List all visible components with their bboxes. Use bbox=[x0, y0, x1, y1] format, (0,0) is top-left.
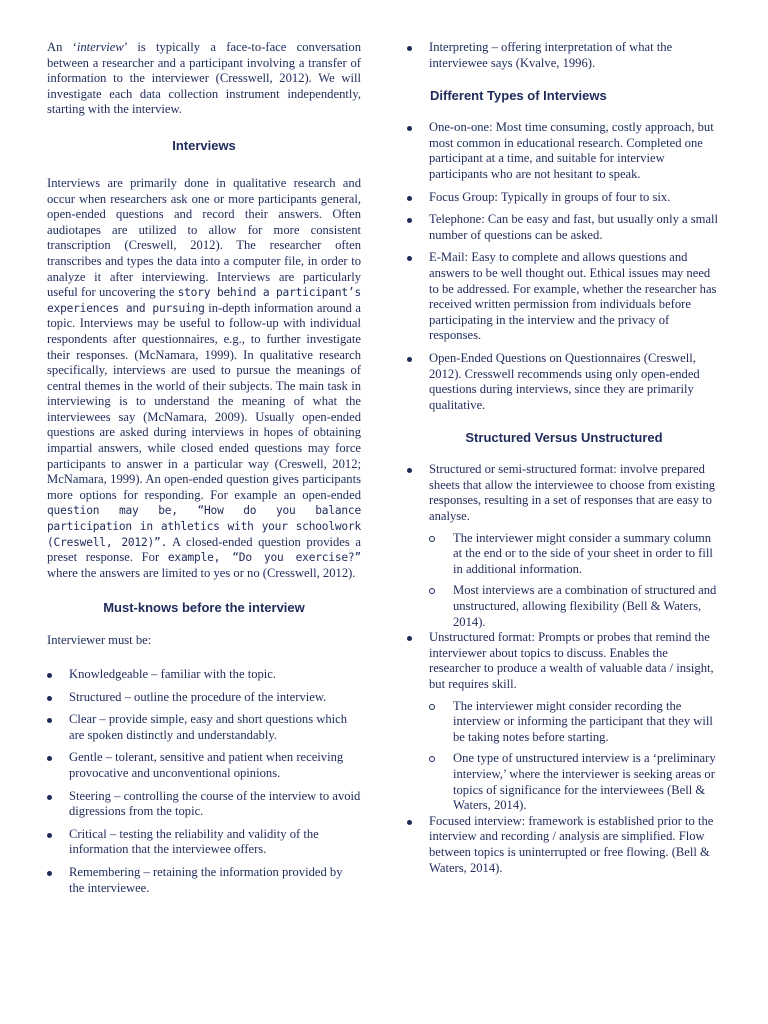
list-item: Focus Group: Typically in groups of four to six. bbox=[407, 190, 721, 206]
bullet-icon bbox=[47, 673, 52, 678]
sub-list-item: The interviewer might consider a summary column at the end or to the side of your sheet in order to fill in additional information. bbox=[429, 531, 721, 578]
list-item: Structured – outline the procedure of the interview. bbox=[47, 690, 361, 706]
list-item: Gentle – tolerant, sensitive and patient when receiving provocative and unconventional opinions. bbox=[47, 750, 361, 781]
left-column bbox=[47, 40, 361, 896]
list-item: Telephone: Can be easy and fast, but usually only a small number of questions can be asked. bbox=[407, 212, 721, 243]
sub-list-item: The interviewer might consider recording the interview or informing the participant that they will be taking notes before starting. bbox=[429, 699, 721, 746]
list-item: One-on-one: Most time consuming, costly approach, but most common in educational research. Completed one participant at a time, and suitable for interview participants who are not hesitant to speak. bbox=[407, 120, 721, 182]
bullet-icon bbox=[47, 756, 52, 761]
bullet-icon bbox=[47, 833, 52, 838]
structure-list bbox=[407, 462, 721, 524]
circle-bullet-icon bbox=[429, 588, 435, 594]
bullet-icon bbox=[407, 46, 412, 51]
must-knows-heading: Must-knows before the interview bbox=[103, 600, 305, 616]
right-column bbox=[407, 40, 721, 876]
interviews-paragraph: Interviews are primarily done in qualitative research and occur when researchers ask one or more participants general, open-ended questions and record their answers. Often audiotapes are utilized to allow for more consistent transcription (Creswell, 2012). The researcher often transcribes and types the data into a computer file, in order to analyze it after interviewing. Interviews are particularly useful for uncovering the story behind a participant’s experiences and pursuing in-depth information around a topic. Interviews may be useful to follow-up with individual respondents after questionnaires, e.g., to further investigate their responses. (McNamara, 1999). In qualitative research specifically, interviews are used to pursue the meanings of central themes in the world of their subjects. The main task in interviewing is to understand the meaning of what the interviewees say (McNamara, 2009). Usually open-ended questions are asked during interviews in hopes of obtaining impartial answers, while closed ended questions may force participants to answer in a particular way (Creswell, 2012; McNamara, 1999). An open-ended question gives participants more options for responding. For example an open-ended question may be, “How do you balance participation in athletics with your schoolwork (Creswell, 2012)”. A closed-ended question provides a preset response. For example, “Do you exercise?” where the answers are limited to yes or no (Cresswell, 2012). bbox=[47, 175, 361, 580]
list-item: Structured or semi-structured format: involve prepared sheets that allow the interviewee to choose from existing responses, resulting in a set of responses that are easy to analyse. bbox=[407, 462, 721, 524]
types-list bbox=[407, 120, 721, 413]
bullet-icon bbox=[407, 218, 412, 223]
intro-paragraph: An ‘interview’ is typically a face-to-face conversation between a researcher and a participant involving a transfer of information to the interviewer (Cresswell, 2012). We will investigate each data collection instrument independently, starting with the interview. bbox=[47, 40, 362, 117]
bullet-icon bbox=[47, 696, 52, 701]
list-item: Interpreting – offering interpretation of what the interviewee says (Kvalve, 1996). bbox=[407, 40, 721, 71]
structured-heading: Structured Versus Unstructured bbox=[465, 430, 663, 446]
circle-bullet-icon bbox=[429, 536, 435, 542]
bullet-icon bbox=[407, 636, 412, 641]
list-item: Unstructured format: Prompts or probes that remind the interviewer about topics to discuss. Enables the researcher to produce a wealth of valuable data / insight, but requires skill. bbox=[407, 630, 721, 692]
sub-list-item: One type of unstructured interview is a ‘preliminary interview,’ where the interviewer is seeking areas or topics of significance for the interviewees (Bell & Waters, 2014). bbox=[429, 751, 721, 813]
bullet-icon bbox=[407, 820, 412, 825]
list-item: Steering – controlling the course of the interview to avoid digressions from the topic. bbox=[47, 789, 361, 820]
circle-bullet-icon bbox=[429, 704, 435, 710]
types-heading: Different Types of Interviews bbox=[430, 88, 607, 104]
focused-list bbox=[407, 814, 721, 876]
bullet-icon bbox=[407, 126, 412, 131]
interviews-heading: Interviews bbox=[172, 137, 236, 153]
unstructured-list bbox=[407, 630, 721, 692]
bullet-icon bbox=[407, 256, 412, 261]
list-item: E-Mail: Easy to complete and allows questions and answers to be well thought out. Ethical issues may need to be addressed. For example, whether the researcher has received written permission from individuals before participating in the interview and the privacy of responses. bbox=[407, 250, 721, 344]
structured-sublist bbox=[407, 531, 721, 631]
unstructured-sublist bbox=[407, 699, 721, 814]
bullet-icon bbox=[407, 468, 412, 473]
list-item: Remembering – retaining the information provided by the interviewee. bbox=[47, 865, 361, 896]
list-item: Critical – testing the reliability and validity of the information that the interviewee offers. bbox=[47, 827, 361, 858]
bullet-icon bbox=[47, 795, 52, 800]
interpreting-list bbox=[407, 40, 721, 71]
traits-list bbox=[47, 667, 361, 896]
bullet-icon bbox=[47, 718, 52, 723]
bullet-icon bbox=[407, 357, 412, 362]
list-item: Clear – provide simple, easy and short questions which are spoken distinctly and understandably. bbox=[47, 712, 361, 743]
list-item: Open-Ended Questions on Questionnaires (Creswell, 2012). Cresswell recommends using only open-ended questions during interviews, since they are primarily qualitative. bbox=[407, 351, 721, 413]
list-item: Focused interview: framework is established prior to the interview and recording / analysis are simplified. Flow between topics is uninterrupted or free flowing. (Bell & Waters, 2014). bbox=[407, 814, 721, 876]
interview-term: interview bbox=[76, 40, 124, 54]
interviewer-must-label: Interviewer must be: bbox=[47, 633, 152, 648]
bullet-icon bbox=[47, 871, 52, 876]
list-item: Knowledgeable – familiar with the topic. bbox=[47, 667, 361, 683]
sub-list-item: Most interviews are a combination of structured and unstructured, allowing flexibility (Bell & Waters, 2014). bbox=[429, 583, 721, 630]
circle-bullet-icon bbox=[429, 756, 435, 762]
bullet-icon bbox=[407, 196, 412, 201]
